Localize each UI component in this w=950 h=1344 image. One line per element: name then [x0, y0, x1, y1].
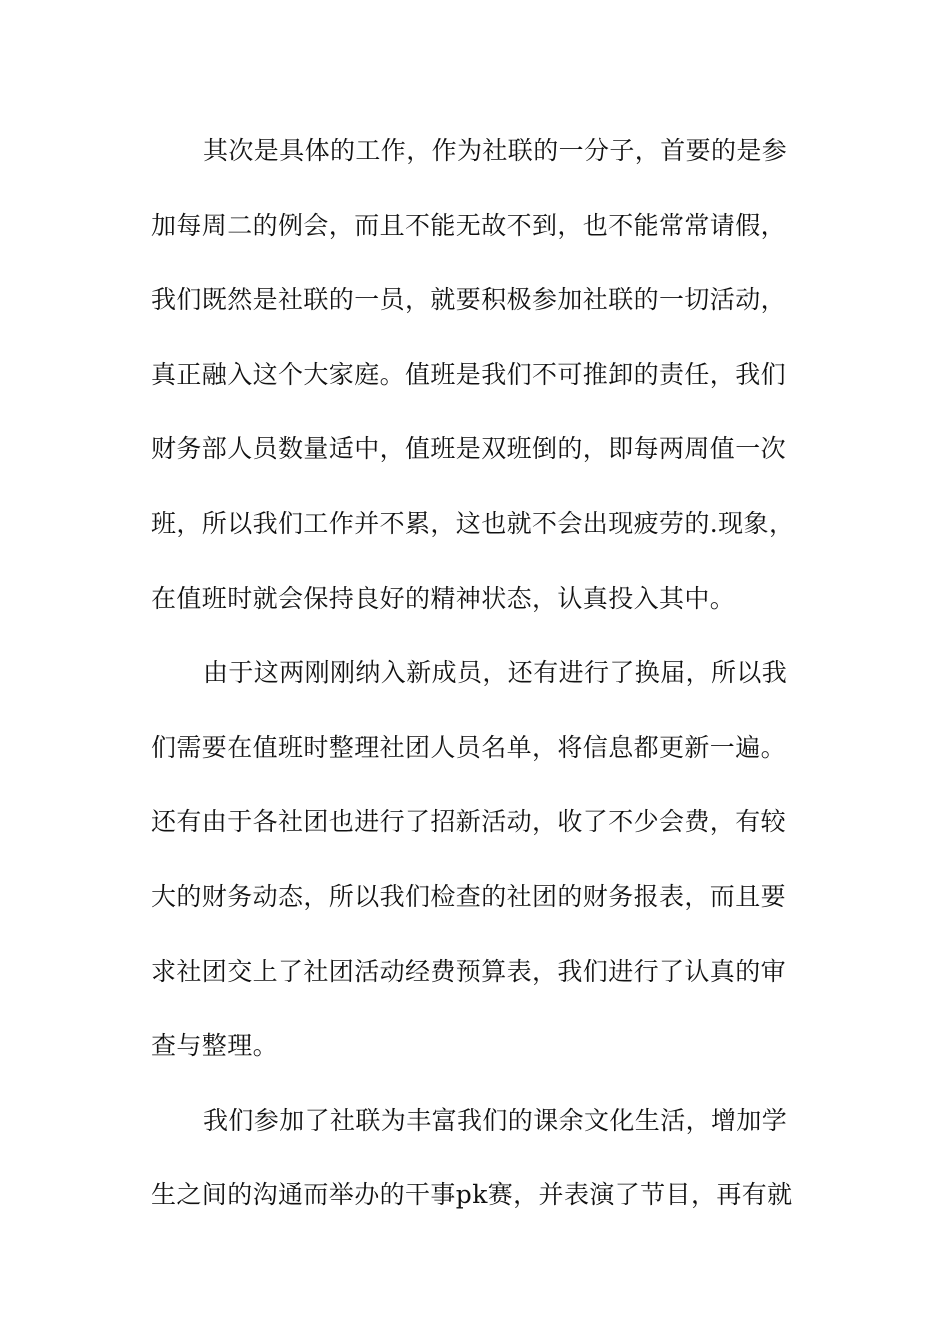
- paragraph-1-line-1: 其次是具体的工作，作为社联的一分子，首要的是参: [203, 136, 788, 165]
- paragraph-1-line-4: 真正融入这个大家庭。值班是我们不可推卸的责任，我们: [151, 359, 787, 389]
- paragraph-3-line-2: 生之间的沟通而举办的干事pk赛，并表演了节目，再有就: [151, 1180, 793, 1210]
- paragraph-1-line-2: 加每周二的例会，而且不能无故不到，也不能常常请假，: [151, 210, 787, 240]
- document-body: [151, 128, 801, 1247]
- paragraph-1-line-5: 财务部人员数量适中，值班是双班倒的，即每两周值一次: [151, 434, 787, 464]
- paragraph-2-line-1: 由于这两刚刚纳入新成员，还有进行了换届，所以我: [203, 658, 788, 688]
- paragraph-2-line-6: 查与整理。: [151, 1031, 279, 1061]
- paragraph-2-line-4: 大的财务动态，所以我们检查的社团的财务报表，而且要: [151, 881, 787, 911]
- paragraph-2-line-3: 还有由于各社团也进行了招新活动，收了不少会费，有较: [151, 807, 787, 837]
- paragraph-1-line-7: 在值班时就会保持良好的精神状态，认真投入其中。: [151, 583, 736, 613]
- paragraph-3-line-1: 我们参加了社联为丰富我们的课余文化生活，增加学: [203, 1105, 788, 1135]
- paragraph-2-line-5: 求社团交上了社团活动经费预算表，我们进行了认真的审: [151, 956, 787, 986]
- paragraph-2-line-2: 们需要在值班时整理社团人员名单，将信息都更新一遍。: [151, 732, 787, 762]
- paragraph-1-line-3: 我们既然是社联的一员，就要积极参加社联的一切活动，: [151, 285, 787, 315]
- paragraph-1-line-6: 班，所以我们工作并不累，这也就不会出现疲劳的.现象，: [151, 508, 795, 538]
